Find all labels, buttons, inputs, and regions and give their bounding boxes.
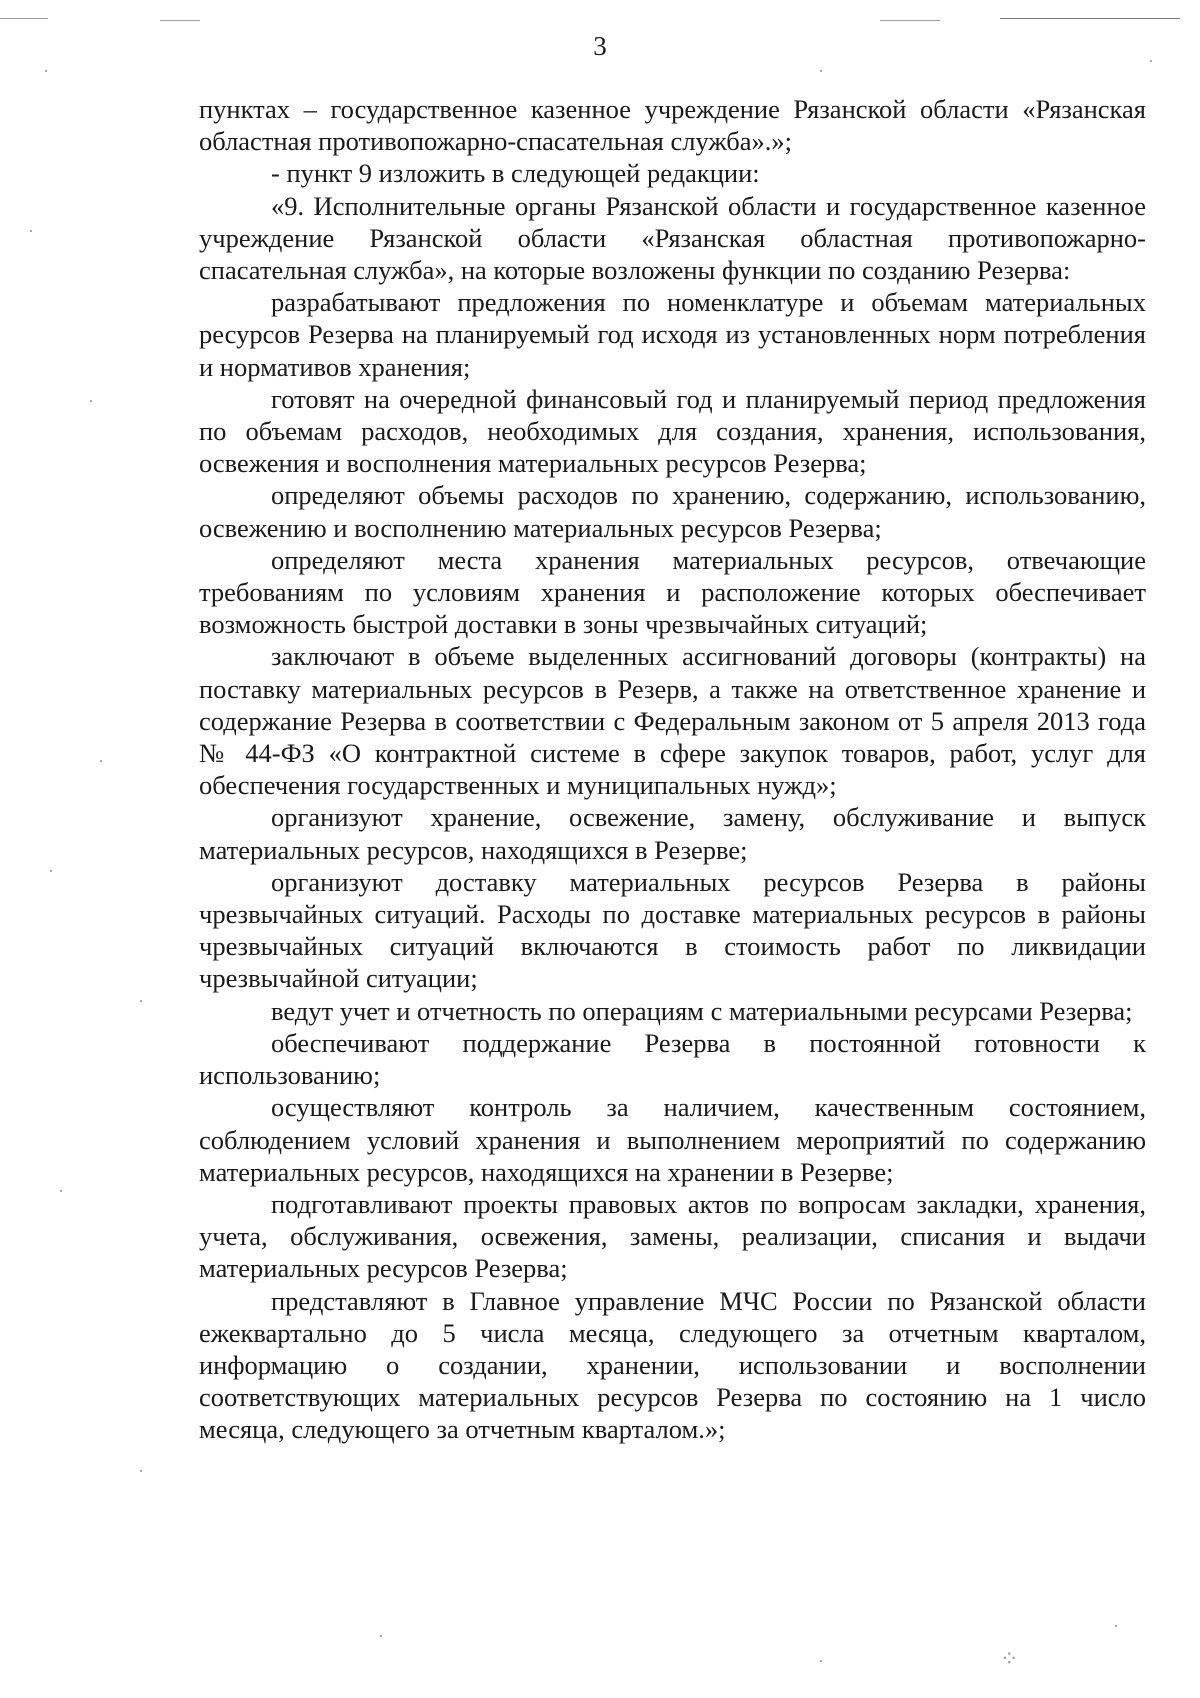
- paragraph-readiness: обеспечивают поддержание Резерва в постоянной готовности к использованию;: [199, 1027, 1146, 1091]
- scan-dot: [380, 1635, 382, 1637]
- scan-dot: [30, 230, 32, 232]
- paragraph-legal-acts: подготавливают проекты правовых актов по вопросам закладки, хранения, учета, обслуживания, освежения, замены, реализации, списания и выдачи материальных ресурсов Резерва;: [199, 1188, 1146, 1284]
- paragraph-organize-delivery: организуют доставку материальных ресурсов Резерва в районы чрезвычайных ситуаций. Расходы по доставке материальных ресурсов в районы чрезвычайных ситуаций включаются в стоимость работ по ликвидации чрезвычайной ситуации;: [199, 866, 1146, 994]
- scan-artifact-top-left: [0, 18, 48, 19]
- scan-dot: [45, 70, 47, 72]
- paragraph-item-9: «9. Исполнительные органы Рязанской области и государственное казенное учреждение Рязанской области «Рязанская областная противопожарно-спасательная служба», на которые возложены функции по созданию Резерва:: [199, 190, 1146, 286]
- scan-dot: [820, 70, 822, 72]
- scan-dot: [50, 870, 52, 872]
- scan-artifact-top-right: [880, 20, 940, 21]
- paragraph-amendment-intro: - пункт 9 изложить в следующей редакции:: [271, 158, 760, 189]
- paragraph-organize-storage: организуют хранение, освежение, замену, обслуживание и выпуск материальных ресурсов, находящихся в Резерве;: [199, 802, 1146, 865]
- page-number: 3: [593, 31, 607, 61]
- paragraph-storage-places: определяют места хранения материальных ресурсов, отвечающие требованиям по условиям хранения и расположение которых обеспечивает возможность быстрой доставки в зоны чрезвычайных ситуаций;: [199, 544, 1146, 640]
- scan-smudge: ⁘: [1000, 1646, 1019, 1671]
- scan-dot: [90, 400, 92, 402]
- scan-dot: [1115, 1625, 1117, 1627]
- paragraph-determine-expenses: определяют объемы расходов по хранению, содержанию, использованию, освежению и восполнению материальных ресурсов Резерва;: [199, 480, 1146, 543]
- paragraph-develop-proposals: разрабатывают предложения по номенклатуре и объемам материальных ресурсов Резерва на планируемый год исходя из установленных норм потребления и нормативов хранения;: [199, 287, 1146, 382]
- scan-dot: [60, 1190, 62, 1192]
- scan-dot: [820, 1660, 822, 1662]
- scan-dot: [140, 1470, 142, 1472]
- scan-artifact-top-left-2: [160, 20, 200, 21]
- paragraph-accounting: ведут учет и отчетность по операциям с материальными ресурсами Резерва;: [271, 995, 1133, 1026]
- scan-dot: [100, 760, 102, 762]
- scan-artifact-top-right-2: [1000, 18, 1180, 19]
- paragraph-prepare-budget: готовят на очередной финансовый год и планируемый период предложения по объемам расходов, необходимых для создания, хранения, использования, освежения и восполнения материальных ресурсов Резерва;: [199, 383, 1146, 479]
- paragraph-control: осуществляют контроль за наличием, качественным состоянием, соблюдением условий хранения и выполнением мероприятий по содержанию материальных ресурсов, находящихся на хранении в Резерве;: [199, 1092, 1146, 1187]
- paragraph-contracts: заключают в объеме выделенных ассигнований договоры (контракты) на поставку материальных ресурсов в Резерв, а также на ответственное хранение и содержание Резерва в соответствии с Федеральным законом от 5 апреля 2013 года № 44-ФЗ «О контрактной системе в сфере закупок товаров, работ, услуг для обеспечения государственных и муниципальных нужд»;: [199, 641, 1146, 801]
- document-body: [199, 93, 1146, 1446]
- paragraph-continuation: пунктах – государственное казенное учреждение Рязанской области «Рязанская областная противопожарно-спасательная служба».»;: [199, 94, 1146, 157]
- scan-dot: [140, 1000, 142, 1002]
- paragraph-reporting: представляют в Главное управление МЧС России по Рязанской области ежеквартально до 5 числа месяца, следующего за отчетным кварталом, информацию о создании, хранении, использовании и восполнении соответствующих материальных ресурсов Резерва по состоянию на 1 число месяца, следующего за отчетным кварталом.»;: [199, 1285, 1146, 1445]
